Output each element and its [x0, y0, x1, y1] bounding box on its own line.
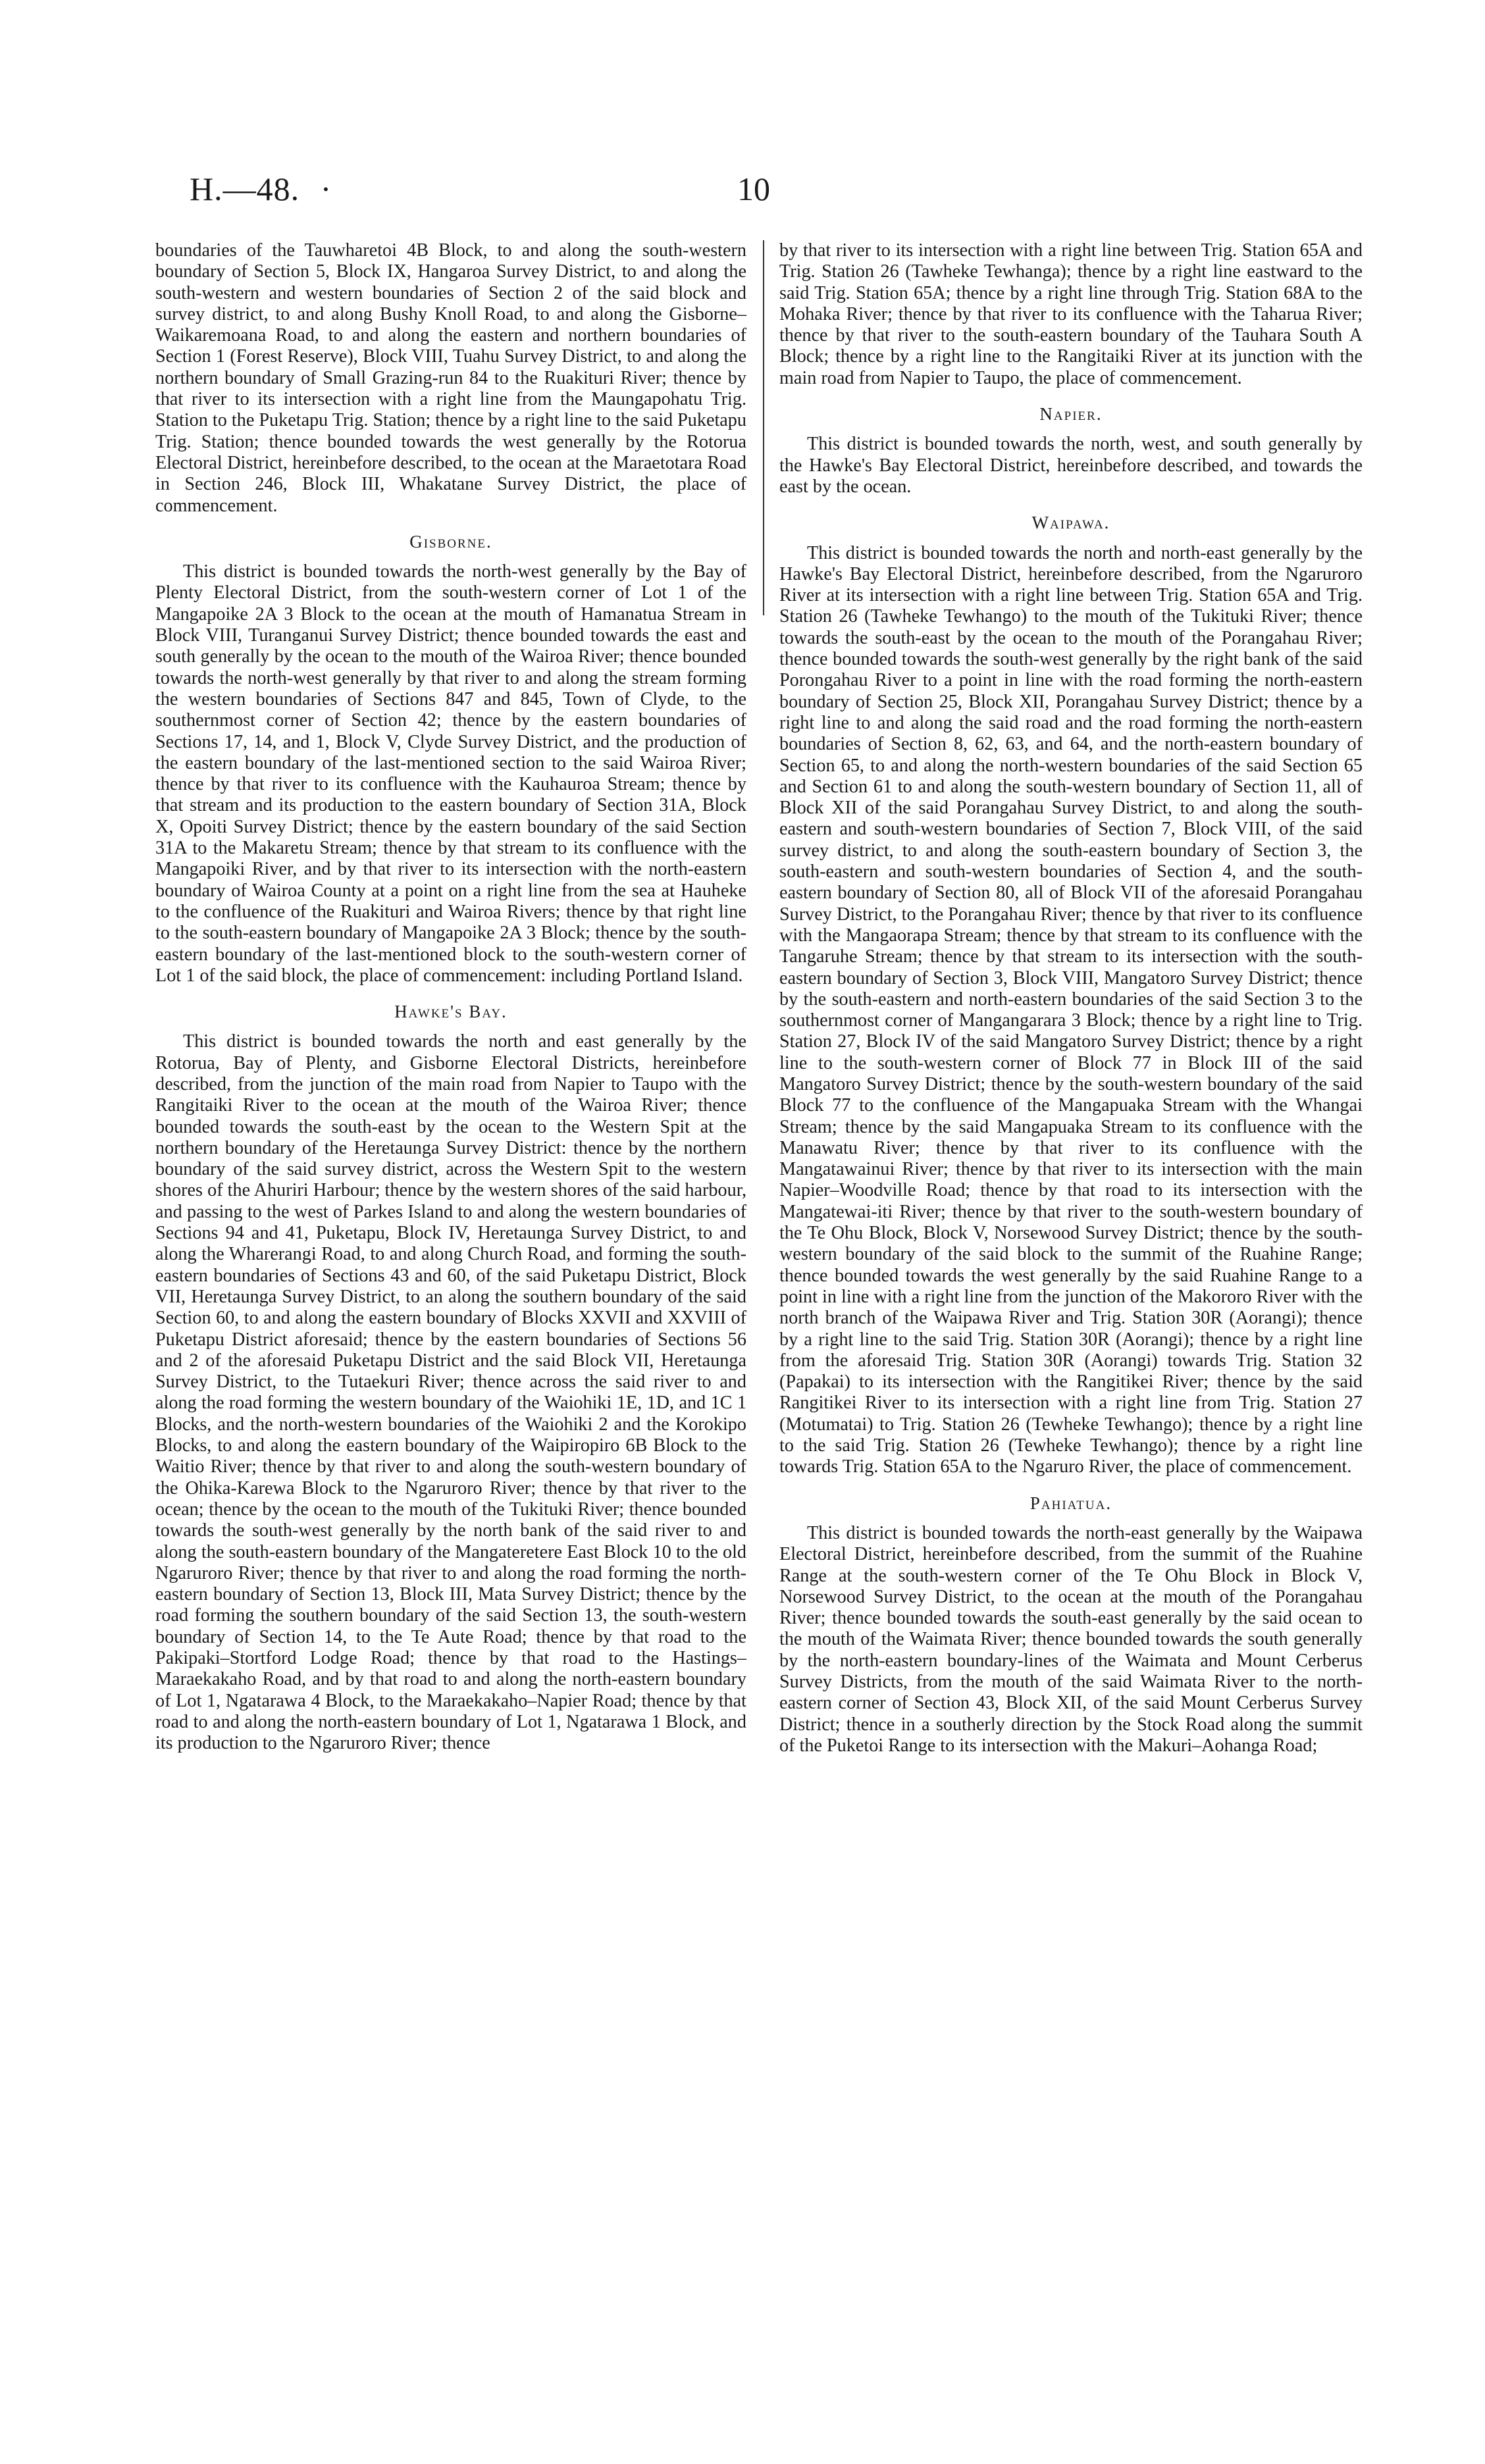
section-text-gisborne: This district is bounded towards the north-west generally by the Bay of Plenty Electoral District, from the south-western corner of Lot 1 of the Mangapoike 2A 3 Block to the ocean at the mouth of Hamanatua Stream in Block VIII, Turanganui Survey District; thence bounded towards the east and south generally by the ocean to the mouth of the Wairoa River; thence bounded towards the north-west generally by that river to and along the stream forming the western boundaries of Sections 847 and 845, Town of Clyde, to the southernmost corner of Section 42; thence by the eastern boundaries of Sections 17, 14, and 1, Block V, Clyde Survey District, and the production of the eastern boundary of the last-mentioned section to the said Wairoa River; thence by that river to its confluence with the Kauhauroa Stream; thence by that stream and its production to the eastern boundary of Section 31A, Block X, Opoiti Survey District; thence by the eastern boundary of the said Section 31A to the Makaretu Stream; thence by that stream to its confluence with the Mangapoiki River, and by that river to its intersection with the north-eastern boundary of Wairoa County at a point on a right line from the sea at Hauheke to the confluence of the Ruakituri and Wairoa Rivers; thence by that right line to the south-eastern boundary of Mangapoike 2A 3 Block; thence by the south-eastern boundary of the last-mentioned block to the south-western corner of Lot 1 of the said block, the place of commencement: including Portland Island.	[155, 561, 746, 986]
section-text-hawkes-bay: This district is bounded towards the north and east generally by the Rotorua, Bay of Plenty, and Gisborne Electoral Districts, hereinbefore described, from the junction of the main road from Napier to Taupo with the Rangitaiki River to the ocean at the mouth of the Wairoa River; thence bounded towards the south-east by the ocean to the Western Spit at the northern boundary of the Heretaunga Survey District: thence by the northern boundary of the said survey district, across the Western Spit to the western shores of the Ahuriri Harbour; thence by the western shores of the said harbour, and passing to the west of Parkes Island to and along the western boundaries of Sections 94 and 41, Puketapu, Block IV, Heretaunga Survey District, to and along the Wharerangi Road, to and along Church Road, and forming the south-eastern boundaries of Sections 43 and 60, of the said Puketapu District, Block VII, Heretaunga Survey District, to an along the southern boundary of the said Section 60, to and along the eastern boundary of Blocks XXVII and XXVIII of Puketapu District aforesaid; thence by the eastern boundaries of Sections 56 and 2 of the aforesaid Puketapu District and the said Block VII, Heretaunga Survey District, to the Tutaekuri River; thence across the said river to and along the road forming the western boundary of the Waiohiki 1E, 1D, and 1C 1 Blocks, and the north-western boundaries of the Waiohiki 2 and the Korokipo Blocks, to and along the eastern boundary of the Waipiropiro 6B Block to the Waitio River; thence by that river to and along the south-western boundary of the Ohika-Karewa Block to the Ngaruroro River; thence by that river to the ocean; thence by the ocean to the mouth of the Tukituki River; thence bounded towards the south-west generally by the north bank of the said river to and along the south-eastern boundary of the Mangateretere East Block 10 to the old Ngaruroro River; thence by that river to and along the road forming the north-eastern boundary of Section 13, Block III, Mata Survey District; thence by the road forming the southern boundary of the said Section 13, the south-western boundary of Section 14, to the Te Aute Road; thence by that road to the Pakipaki–Stortford Lodge Road; thence by that road to the Hastings–Maraekakaho Road, and by that road to and along the north-eastern boundary of Lot 1, Ngatarawa 4 Block, to the Maraekakaho–Napier Road; thence by that road to and along the north-eastern boundary of Lot 1, Ngatarawa 1 Block, and its production to the Ngaruroro River; thence	[155, 1031, 746, 1754]
section-heading-pahiatua: Pahiatua.	[1029, 1493, 1112, 1513]
section-heading-gisborne: Gisborne.	[409, 531, 492, 552]
section-heading-hawkes-bay: Hawke's Bay.	[394, 1002, 508, 1022]
document-reference-text: H.—48.	[190, 170, 300, 207]
continued-paragraph: boundaries of the Tauwharetoi 4B Block, to and along the south-western boundary of Section 5, Block IX, Hangaroa Survey District, to and along the south-western and western boundaries of Section 2 of the said block and survey district, to and along Bushy Knoll Road, to and along the Gisborne–Waikaremoana Road, to and along the eastern and northern boundaries of Section 1 (Forest Reserve), Block VIII, Tuahu Survey District, to and along the northern boundary of Small Grazing-run 84 to the Ruakituri River; thence by that river to its intersection with a right line from the Maungapohatu Trig. Station to the Puketapu Trig. Station; thence by a right line to the said Puketapu Trig. Station; thence bounded towards the west generally by the Rotorua Electoral District, hereinbefore described, to the ocean at the Maraetotara Road in Section 246, Block III, Whakatane Survey District, the place of commencement.	[155, 240, 746, 516]
page-number: 10	[737, 170, 770, 207]
continued-paragraph-right: by that river to its intersection with a right line between Trig. Station 65A and Trig. Station 26 (Tawheke Tewhanga); thence by a right line eastward to the said Trig. Station 65A; thence by a right line through Trig. Station 68A to the Mohaka River; thence by that river to its confluence with the Taharua River; thence by that river to the south-eastern boundary of the Tauhara South A Block; thence by a right line to the Rangitaiki River at its junction with the main road from Napier to Taupo, the place of commencement.	[779, 240, 1363, 388]
section-heading-napier: Napier.	[1039, 404, 1103, 424]
column-divider	[763, 240, 764, 615]
header-dot: ·	[320, 170, 332, 207]
section-text-pahiatua: This district is bounded towards the north-east generally by the Waipawa Electoral District, hereinbefore described, from the summit of the Ruahine Range at the south-western corner of the Te Ohu Block in Block V, Norsewood Survey District, to the ocean at the mouth of the Porangahau River; thence bounded towards the south-east generally by the said ocean to the mouth of the Waimata River; thence bounded towards the south generally by the north-eastern boundary-lines of the Waimata and Mount Cerberus Survey Districts, from the mouth of the said Waimata River to the north-eastern corner of Section 43, Block XII, of the said Mount Cerberus Survey District; thence in a southerly direction by the Stock Road along the summit of the Puketoi Range to its intersection with the Makuri–Aohanga Road;	[779, 1522, 1363, 1756]
document-reference	[190, 170, 332, 208]
section-text-napier: This district is bounded towards the north, west, and south generally by the Hawke's Bay Electoral District, hereinbefore described, and towards the east by the ocean.	[779, 434, 1363, 497]
section-heading-waipawa: Waipawa.	[1031, 513, 1110, 533]
right-column	[779, 240, 1363, 1757]
left-column	[155, 240, 746, 1754]
section-text-waipawa: This district is bounded towards the north and north-east generally by the Hawke's Bay Electoral District, hereinbefore described, from the Ngaruroro River at its intersection with a right line between Trig. Station 65A and Trig. Station 26 (Tawheke Tewhango) to the mouth of the Tukituki River; thence towards the south-east by the ocean to the mouth of the Porangahau River; thence bounded towards the south-west generally by the right bank of the said Porongahau River to a point in line with the road forming the north-eastern boundary of Section 25, Block XII, Porangahau Survey District; thence by a right line to and along the said road and the road forming the north-eastern boundaries of Section 8, 62, 63, and 64, and the north-eastern boundary of Section 65, to and along the north-western boundaries of the said Section 65 and Section 61 to and along the south-western boundary of Section 11, all of Block XII of the said Porangahau Survey District, to and along the south-eastern and south-western boundaries of Section 7, Block VIII, of the said survey district, to and along the south-eastern boundary of Section 3, the south-eastern and south-western boundaries of Section 4, and the south-eastern boundary of Section 80, all of Block VII of the aforesaid Porangahau Survey District, to the Porangahau River; thence by that river to its confluence with the Mangaorapa Stream; thence by that stream to its confluence with the Tangaruhe Stream; thence by that stream to its intersection with the south-eastern boundary of Section 3, Block VIII, Mangatoro Survey District; thence by the south-eastern and north-eastern boundaries of the said Section 3 to the southernmost corner of Mangangarara 3 Block; thence by a right line to Trig. Station 27, Block IV of the said Mangatoro Survey District; thence by a right line to the south-western corner of Block 77 in Block III of the said Mangatoro Survey District; thence by the south-western boundary of the said Block 77 to the confluence of the Mangapuaka Stream with the Whangai Stream; thence by the said Mangapuaka Stream to its confluence with the Manawatu River; thence by that river to its confluence with the Mangatawainui River; thence by that river to its intersection with the main Napier–Woodville Road; thence by that road to its intersection with the Mangatewai-iti River; thence by that river to the south-western boundary of the Te Ohu Block, Block V, Norsewood Survey District; thence by the south-western boundary of the said block to the summit of the Ruahine Range; thence bounded towards the west generally by the said Ruahine Range to a point in line with a right line from the junction of the Makororo River with the north branch of the Waipawa River and Trig. Station 30R (Aorangi); thence by a right line to the said Trig. Station 30R (Aorangi); thence by a right line from the aforesaid Trig. Station 30R (Aorangi) towards Trig. Station 32 (Papakai) to its intersection with the Rangitikei River; thence by the said Rangitikei River to its intersection with a right line from Trig. Station 27 (Motumatai) to Trig. Station 26 (Tewheke Tewhango); thence by a right line to the said Trig. Station 26 (Tewheke Tewhango); thence by a right line towards Trig. Station 65A to the Ngaruro River, the place of commencement.	[779, 542, 1363, 1477]
